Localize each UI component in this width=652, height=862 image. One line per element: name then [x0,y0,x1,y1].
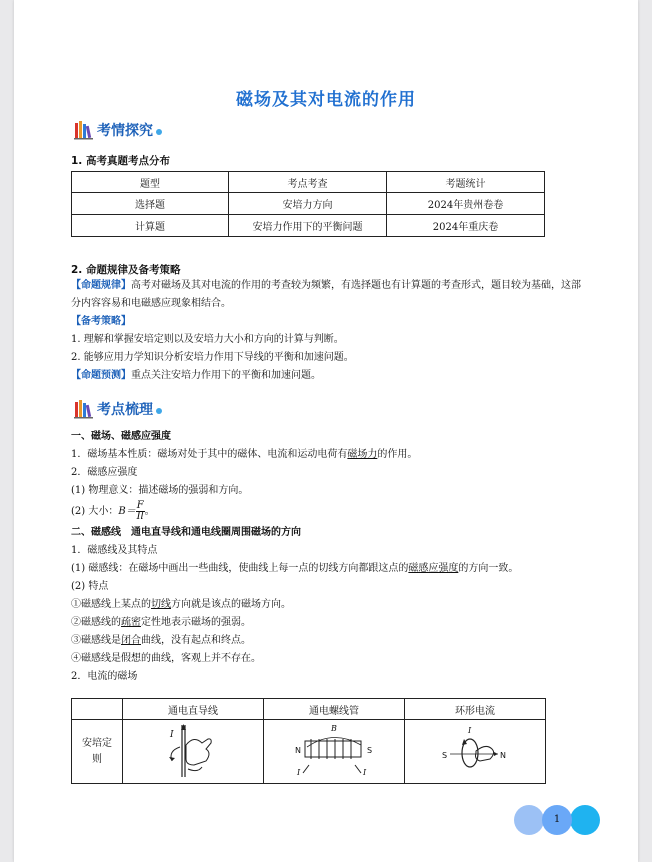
text-span: 定性地表示磁场的强弱。 [141,617,251,628]
south-label: S [442,751,448,760]
table-header-row [72,172,545,193]
straight-wire-figure [158,721,228,779]
table-cell: 选择题 [72,193,229,215]
predict-text: 重点关注安培力作用下的平衡和加速问题。 [131,370,321,381]
underlined-term: 闭合 [121,635,141,646]
table-header-cell: 题型 [72,172,229,193]
exam-distribution-table [71,171,545,237]
section-header-exam-analysis [74,118,162,142]
north-label: N [500,751,506,760]
part1-heading: 一、磁场、磁感应强度 [71,431,171,442]
current-field-table [71,698,546,784]
badge-circle [570,805,600,835]
text-line: (2) 特点 [71,581,109,592]
formula-fraction [136,501,145,522]
formula-line [71,500,586,524]
underlined-term: 切线 [151,599,171,610]
text-span: 方向就是该点的磁场方向。 [171,599,291,610]
page-title: 磁场及其对电流的作用 [236,90,416,110]
solenoid-figure [289,721,379,779]
books-icon [74,120,94,140]
decorative-dot [156,408,162,414]
text-line: (1) 物理意义：描述磁场的强弱和方向。 [71,485,249,496]
current-label: I [468,726,472,735]
current-label: I [170,730,174,740]
formula-lhs: B＝ [118,506,136,517]
text-span: 。 [144,506,155,517]
prep-item: 2. 能够应用力学知识分析安培力作用下导线的平衡和加速问题。 [71,352,354,363]
section-title: 考情探究 [97,123,153,139]
text-span: ①磁感线上某点的 [71,599,151,610]
fraction-numerator: F [136,500,144,511]
underlined-term: 磁场力 [347,449,378,460]
table-header-cell: 环形电流 [405,699,546,720]
text-line [71,632,586,650]
strategy-block [71,277,586,385]
text-line: 2．磁感应强度 [71,467,138,478]
key-points-block [71,428,586,686]
text-span: 的作用。 [377,449,418,460]
text-line: 2．电流的磁场 [71,671,138,682]
table-cell [72,720,123,784]
books-icon [74,399,94,419]
row-label: 安培定则 [82,737,112,765]
text-span: ③磁感线是 [71,635,121,646]
strategy-heading: 2. 命题规律及备考策略 [71,264,181,276]
table-row [72,720,546,784]
south-label: S [367,746,373,755]
table-cell: 2024年重庆卷 [387,215,545,237]
text-span: ②磁感线的 [71,617,121,628]
page-number: 1 [553,814,561,825]
text-span: (2) 大小： [71,506,119,517]
table-header-cell: 考点考查 [229,172,387,193]
text-span: 1．磁场基本性质：磁场对处于其中的磁体、电流和运动电荷有 [71,449,348,460]
part2-heading: 二、磁感线 通电直导线和通电线圈周围磁场的方向 [71,527,301,538]
predict-paragraph [71,367,586,385]
table-header-cell: 通电直导线 [123,699,264,720]
table-cell: 安培力方向 [229,193,387,215]
rule-text: 高考对磁场及其对电流的作用的考查较为频繁，有选择题也有计算题的考查形式，题目较为基础，这部分内容容易和电磁感应现象相结合。 [71,280,581,309]
rule-paragraph [71,277,586,313]
badge-circle [514,805,544,835]
prep-item: 1. 理解和掌握安培定则以及安培力大小和方向的计算与判断。 [71,334,344,345]
table-header-cell: 考题统计 [387,172,545,193]
document-page [14,0,638,862]
text-line [71,596,586,614]
current-label: I [363,768,367,777]
prep-tag: 【备考策略】 [71,316,131,327]
text-span: 曲线，没有起点和终点。 [141,635,251,646]
table-cell: 2024年贵州卷卷 [387,193,545,215]
underlined-term: 疏密 [121,617,141,628]
section-header-key-points [74,397,162,421]
north-label: N [295,746,301,755]
text-line [71,446,586,464]
table-header-cell-empty [72,699,123,720]
table-cell [123,720,264,784]
table-header-row [72,699,546,720]
text-span: 的方向一致。 [458,563,519,574]
page-number-badge [514,805,604,835]
table-cell [264,720,405,784]
current-label: I [297,768,301,777]
rule-tag: 【命题规律】 [71,280,131,291]
table-row [72,215,545,237]
predict-tag: 【命题预测】 [71,370,131,381]
text-line [71,560,586,578]
ring-current-figure [440,721,510,779]
table-cell: 计算题 [72,215,229,237]
table-cell: 安培力作用下的平衡问题 [229,215,387,237]
decorative-dot [156,129,162,135]
text-line: 1．磁感线及其特点 [71,545,158,556]
text-line [71,614,586,632]
text-span: (1) 磁感线：在磁场中画出一些曲线，使曲线上每一点的切线方向都跟这点的 [71,563,409,574]
table-cell [405,720,546,784]
exam-distribution-heading: 1. 高考真题考点分布 [71,155,170,167]
fraction-denominator: Il [136,511,144,522]
field-label: B [331,724,337,733]
text-line: ④磁感线是假想的曲线，客观上并不存在。 [71,653,261,664]
underlined-term: 磁感应强度 [408,563,459,574]
table-row [72,193,545,215]
table-header-cell: 通电螺线管 [264,699,405,720]
section-title: 考点梳理 [97,402,153,418]
